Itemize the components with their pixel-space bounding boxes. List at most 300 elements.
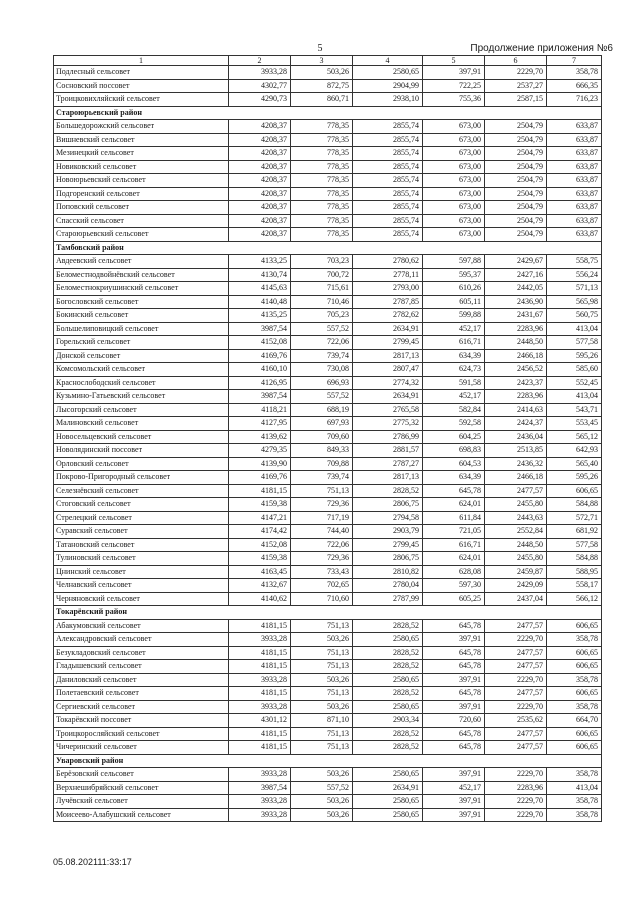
value-cell: 2443,63 — [485, 511, 547, 525]
table-row — [54, 376, 602, 390]
value-cell: 2448,50 — [485, 538, 547, 552]
value-cell: 4208,37 — [229, 228, 291, 242]
value-cell: 413,04 — [547, 781, 602, 795]
value-cell: 2229,70 — [485, 768, 547, 782]
table-row — [54, 727, 602, 741]
value-cell: 2799,45 — [353, 336, 423, 350]
value-cell: 2828,52 — [353, 484, 423, 498]
value-cell: 610,26 — [423, 282, 485, 296]
value-cell: 2537,27 — [485, 79, 547, 93]
value-cell: 397,91 — [423, 633, 485, 647]
value-cell: 633,87 — [547, 133, 602, 147]
value-cell: 606,65 — [547, 660, 602, 674]
settlement-name: Лысогорский сельсовет — [54, 403, 229, 417]
table-row — [54, 633, 602, 647]
district-name: Токарёвский район — [54, 606, 602, 620]
value-cell: 2504,79 — [485, 133, 547, 147]
value-cell: 2477,57 — [485, 727, 547, 741]
value-cell: 715,61 — [291, 282, 353, 296]
value-cell: 633,87 — [547, 120, 602, 134]
value-cell: 2535,62 — [485, 714, 547, 728]
value-cell: 2780,04 — [353, 579, 423, 593]
value-cell: 2504,79 — [485, 214, 547, 228]
value-cell: 2466,18 — [485, 471, 547, 485]
value-cell: 4127,95 — [229, 417, 291, 431]
settlement-name: Авдеевский сельсовет — [54, 255, 229, 269]
value-cell: 4126,95 — [229, 376, 291, 390]
value-cell: 2580,65 — [353, 66, 423, 80]
table-row — [54, 120, 602, 134]
table-row — [54, 201, 602, 215]
value-cell: 2229,70 — [485, 633, 547, 647]
table-row — [54, 579, 602, 593]
value-cell: 452,17 — [423, 390, 485, 404]
value-cell: 2774,32 — [353, 376, 423, 390]
value-cell: 2855,74 — [353, 174, 423, 188]
value-cell: 4118,21 — [229, 403, 291, 417]
value-cell: 2580,65 — [353, 633, 423, 647]
value-cell: 4181,15 — [229, 687, 291, 701]
settlement-name: Суравский сельсовет — [54, 525, 229, 539]
settlement-name: Цнинский сельсовет — [54, 565, 229, 579]
value-cell: 557,52 — [291, 390, 353, 404]
value-cell: 4208,37 — [229, 160, 291, 174]
value-cell: 4140,48 — [229, 295, 291, 309]
value-cell: 2855,74 — [353, 160, 423, 174]
value-cell: 628,08 — [423, 565, 485, 579]
value-cell: 452,17 — [423, 781, 485, 795]
value-cell: 611,84 — [423, 511, 485, 525]
value-cell: 2283,96 — [485, 390, 547, 404]
settlement-name: Моисеево-Алабушский сельсовет — [54, 808, 229, 822]
table-row — [54, 795, 602, 809]
value-cell: 2881,57 — [353, 444, 423, 458]
settlement-name: Беломестнокриушинский сельсовет — [54, 282, 229, 296]
value-cell: 4139,90 — [229, 457, 291, 471]
value-cell: 558,17 — [547, 579, 602, 593]
value-cell: 2817,13 — [353, 349, 423, 363]
value-cell: 2456,52 — [485, 363, 547, 377]
value-cell: 605,25 — [423, 592, 485, 606]
value-cell: 358,78 — [547, 795, 602, 809]
value-cell: 871,10 — [291, 714, 353, 728]
value-cell: 3933,28 — [229, 768, 291, 782]
table-row — [54, 133, 602, 147]
value-cell: 4169,76 — [229, 349, 291, 363]
value-cell: 606,65 — [547, 727, 602, 741]
settlement-name: Кузьмино-Гатьевский сельсовет — [54, 390, 229, 404]
table-row — [54, 808, 602, 822]
value-cell: 722,06 — [291, 336, 353, 350]
page-number: 5 — [317, 43, 323, 54]
value-cell: 2436,32 — [485, 457, 547, 471]
table-row — [54, 174, 602, 188]
value-cell: 2806,75 — [353, 552, 423, 566]
value-cell: 552,45 — [547, 376, 602, 390]
value-cell: 2786,99 — [353, 430, 423, 444]
value-cell: 2437,04 — [485, 592, 547, 606]
value-cell: 681,92 — [547, 525, 602, 539]
value-cell: 2477,57 — [485, 687, 547, 701]
value-cell: 4139,62 — [229, 430, 291, 444]
settlement-name: Сергиевский сельсовет — [54, 700, 229, 714]
table-row — [54, 498, 602, 512]
value-cell: 633,87 — [547, 160, 602, 174]
value-cell: 606,65 — [547, 646, 602, 660]
settlement-name: Татановский сельсовет — [54, 538, 229, 552]
value-cell: 778,35 — [291, 228, 353, 242]
column-header: 4 — [353, 56, 423, 66]
settlement-name: Троицкоросляйский сельсовет — [54, 727, 229, 741]
value-cell: 3987,54 — [229, 390, 291, 404]
value-cell: 2903,79 — [353, 525, 423, 539]
value-cell: 739,74 — [291, 471, 353, 485]
appendix-note: Продолжение приложения №6 — [470, 43, 613, 54]
value-cell: 778,35 — [291, 147, 353, 161]
value-cell: 2427,16 — [485, 268, 547, 282]
column-header: 5 — [423, 56, 485, 66]
value-cell: 2477,57 — [485, 646, 547, 660]
table-row — [54, 457, 602, 471]
value-cell: 566,12 — [547, 592, 602, 606]
table-row — [54, 187, 602, 201]
value-cell: 503,26 — [291, 795, 353, 809]
value-cell: 4135,25 — [229, 309, 291, 323]
value-cell: 673,00 — [423, 133, 485, 147]
value-cell: 2903,34 — [353, 714, 423, 728]
value-cell: 624,01 — [423, 552, 485, 566]
value-cell: 2504,79 — [485, 228, 547, 242]
value-cell: 4130,74 — [229, 268, 291, 282]
value-cell: 705,23 — [291, 309, 353, 323]
table-row — [54, 781, 602, 795]
value-cell: 730,08 — [291, 363, 353, 377]
table-row — [54, 214, 602, 228]
value-cell: 452,17 — [423, 322, 485, 336]
table-row — [54, 552, 602, 566]
value-cell: 872,75 — [291, 79, 353, 93]
value-cell: 358,78 — [547, 673, 602, 687]
settlement-name: Спасский сельсовет — [54, 214, 229, 228]
value-cell: 710,46 — [291, 295, 353, 309]
value-cell: 4159,38 — [229, 552, 291, 566]
value-cell: 2806,75 — [353, 498, 423, 512]
table-row — [54, 228, 602, 242]
district-header-row — [54, 754, 602, 768]
value-cell: 605,11 — [423, 295, 485, 309]
table-row — [54, 430, 602, 444]
table-row — [54, 484, 602, 498]
value-cell: 2424,37 — [485, 417, 547, 431]
value-cell: 2799,45 — [353, 538, 423, 552]
value-cell: 2855,74 — [353, 133, 423, 147]
value-cell: 2455,80 — [485, 498, 547, 512]
column-header: 1 — [54, 56, 229, 66]
value-cell: 4208,37 — [229, 201, 291, 215]
value-cell: 2938,10 — [353, 93, 423, 107]
settlement-name: Челнавский сельсовет — [54, 579, 229, 593]
value-cell: 553,45 — [547, 417, 602, 431]
value-cell: 2634,91 — [353, 322, 423, 336]
table-row — [54, 619, 602, 633]
table-row — [54, 160, 602, 174]
district-name: Тамбовский район — [54, 241, 602, 255]
value-cell: 595,37 — [423, 268, 485, 282]
table-row — [54, 768, 602, 782]
table-row — [54, 349, 602, 363]
value-cell: 2855,74 — [353, 201, 423, 215]
value-cell: 673,00 — [423, 201, 485, 215]
value-cell: 2793,00 — [353, 282, 423, 296]
value-cell: 4152,08 — [229, 336, 291, 350]
table-row — [54, 309, 602, 323]
value-cell: 2787,27 — [353, 457, 423, 471]
value-cell: 673,00 — [423, 214, 485, 228]
value-cell: 645,78 — [423, 646, 485, 660]
value-cell: 397,91 — [423, 66, 485, 80]
value-cell: 2782,62 — [353, 309, 423, 323]
value-cell: 3987,54 — [229, 322, 291, 336]
district-name: Староюрьевский район — [54, 106, 602, 120]
value-cell: 2828,52 — [353, 619, 423, 633]
value-cell: 2855,74 — [353, 147, 423, 161]
table-row — [54, 255, 602, 269]
value-cell: 556,24 — [547, 268, 602, 282]
value-cell: 4132,67 — [229, 579, 291, 593]
value-cell: 2634,91 — [353, 781, 423, 795]
value-cell: 413,04 — [547, 390, 602, 404]
value-cell: 2810,82 — [353, 565, 423, 579]
value-cell: 3933,28 — [229, 700, 291, 714]
value-cell: 2828,52 — [353, 646, 423, 660]
table-row — [54, 714, 602, 728]
value-cell: 3933,28 — [229, 633, 291, 647]
value-cell: 3933,28 — [229, 673, 291, 687]
value-cell: 4174,42 — [229, 525, 291, 539]
value-cell: 2778,11 — [353, 268, 423, 282]
value-cell: 565,98 — [547, 295, 602, 309]
table-row — [54, 390, 602, 404]
value-cell: 2477,57 — [485, 660, 547, 674]
table-row — [54, 592, 602, 606]
column-header: 6 — [485, 56, 547, 66]
settlement-name: Краснослободский сельсовет — [54, 376, 229, 390]
value-cell: 2283,96 — [485, 322, 547, 336]
value-cell: 4208,37 — [229, 174, 291, 188]
value-cell: 2904,99 — [353, 79, 423, 93]
settlement-name: Безукладовский сельсовет — [54, 646, 229, 660]
value-cell: 4140,62 — [229, 592, 291, 606]
district-name: Уваровский район — [54, 754, 602, 768]
value-cell: 2787,85 — [353, 295, 423, 309]
district-header-row — [54, 106, 602, 120]
value-cell: 584,88 — [547, 498, 602, 512]
value-cell: 2787,99 — [353, 592, 423, 606]
value-cell: 703,23 — [291, 255, 353, 269]
settlement-name: Черняновский сельсовет — [54, 592, 229, 606]
value-cell: 503,26 — [291, 633, 353, 647]
value-cell: 2828,52 — [353, 687, 423, 701]
table-body — [54, 66, 602, 822]
value-cell: 595,26 — [547, 349, 602, 363]
value-cell: 778,35 — [291, 174, 353, 188]
value-cell: 4208,37 — [229, 120, 291, 134]
settlement-name: Комсомольский сельсовет — [54, 363, 229, 377]
district-header-row — [54, 606, 602, 620]
settlement-name: Стоговский сельсовет — [54, 498, 229, 512]
value-cell: 2229,70 — [485, 795, 547, 809]
value-cell: 633,87 — [547, 174, 602, 188]
settlement-name: Малиновский сельсовет — [54, 417, 229, 431]
value-cell: 2775,32 — [353, 417, 423, 431]
value-cell: 709,60 — [291, 430, 353, 444]
value-cell: 4290,73 — [229, 93, 291, 107]
value-cell: 702,65 — [291, 579, 353, 593]
value-cell: 2580,65 — [353, 795, 423, 809]
column-number-row — [54, 56, 602, 66]
value-cell: 778,35 — [291, 201, 353, 215]
table-row — [54, 417, 602, 431]
value-cell: 2504,79 — [485, 120, 547, 134]
value-cell: 4181,15 — [229, 660, 291, 674]
value-cell: 358,78 — [547, 768, 602, 782]
value-cell: 721,05 — [423, 525, 485, 539]
value-cell: 778,35 — [291, 120, 353, 134]
value-cell: 633,87 — [547, 201, 602, 215]
table-row — [54, 79, 602, 93]
value-cell: 2459,87 — [485, 565, 547, 579]
table-row — [54, 363, 602, 377]
value-cell: 584,88 — [547, 552, 602, 566]
value-cell: 2229,70 — [485, 66, 547, 80]
value-cell: 3933,28 — [229, 66, 291, 80]
value-cell: 664,70 — [547, 714, 602, 728]
settlement-name: Донской сельсовет — [54, 349, 229, 363]
value-cell: 2855,74 — [353, 187, 423, 201]
value-cell: 751,13 — [291, 727, 353, 741]
settlement-name: Новолядинский поссовет — [54, 444, 229, 458]
value-cell: 720,60 — [423, 714, 485, 728]
table-row — [54, 687, 602, 701]
value-cell: 616,71 — [423, 336, 485, 350]
value-cell: 585,60 — [547, 363, 602, 377]
table-row — [54, 646, 602, 660]
settlement-name: Мезинецкий сельсовет — [54, 147, 229, 161]
settlement-name: Троицковихляйский сельсовет — [54, 93, 229, 107]
value-cell: 582,84 — [423, 403, 485, 417]
value-cell: 606,65 — [547, 484, 602, 498]
value-cell: 2855,74 — [353, 120, 423, 134]
value-cell: 645,78 — [423, 660, 485, 674]
value-cell: 778,35 — [291, 133, 353, 147]
value-cell: 751,13 — [291, 484, 353, 498]
value-cell: 2431,67 — [485, 309, 547, 323]
value-cell: 673,00 — [423, 187, 485, 201]
settlement-name: Подгоренский сельсовет — [54, 187, 229, 201]
value-cell: 710,60 — [291, 592, 353, 606]
settlement-name: Селезнёвский сельсовет — [54, 484, 229, 498]
value-cell: 3933,28 — [229, 808, 291, 822]
value-cell: 733,43 — [291, 565, 353, 579]
value-cell: 4169,76 — [229, 471, 291, 485]
value-cell: 558,75 — [547, 255, 602, 269]
value-cell: 751,13 — [291, 660, 353, 674]
value-cell: 698,83 — [423, 444, 485, 458]
value-cell: 633,87 — [547, 187, 602, 201]
value-cell: 2229,70 — [485, 808, 547, 822]
settlement-name: Новоюрьевский сельсовет — [54, 174, 229, 188]
value-cell: 633,87 — [547, 228, 602, 242]
value-cell: 2504,79 — [485, 201, 547, 215]
value-cell: 560,75 — [547, 309, 602, 323]
value-cell: 606,65 — [547, 687, 602, 701]
settlement-name: Полетаевский сельсовет — [54, 687, 229, 701]
value-cell: 645,78 — [423, 687, 485, 701]
value-cell: 557,52 — [291, 322, 353, 336]
settlement-name: Стрелецкий сельсовет — [54, 511, 229, 525]
value-cell: 2283,96 — [485, 781, 547, 795]
value-cell: 2504,79 — [485, 174, 547, 188]
table-row — [54, 471, 602, 485]
value-cell: 633,87 — [547, 214, 602, 228]
value-cell: 2504,79 — [485, 147, 547, 161]
value-cell: 606,65 — [547, 619, 602, 633]
value-cell: 717,19 — [291, 511, 353, 525]
table-row — [54, 565, 602, 579]
value-cell: 4145,63 — [229, 282, 291, 296]
value-cell: 4181,15 — [229, 646, 291, 660]
settlement-name: Покрово-Пригородный сельсовет — [54, 471, 229, 485]
value-cell: 2229,70 — [485, 700, 547, 714]
value-cell: 2477,57 — [485, 484, 547, 498]
value-cell: 599,88 — [423, 309, 485, 323]
value-cell: 697,93 — [291, 417, 353, 431]
data-table — [53, 55, 602, 822]
value-cell: 2436,04 — [485, 430, 547, 444]
settlement-name: Абакумовский сельсовет — [54, 619, 229, 633]
value-cell: 397,91 — [423, 673, 485, 687]
table-row — [54, 403, 602, 417]
column-header: 7 — [547, 56, 602, 66]
value-cell: 604,25 — [423, 430, 485, 444]
value-cell: 4302,77 — [229, 79, 291, 93]
value-cell: 751,13 — [291, 619, 353, 633]
value-cell: 700,72 — [291, 268, 353, 282]
value-cell: 645,78 — [423, 727, 485, 741]
table-row — [54, 336, 602, 350]
value-cell: 2780,62 — [353, 255, 423, 269]
value-cell: 634,39 — [423, 471, 485, 485]
value-cell: 572,71 — [547, 511, 602, 525]
value-cell: 624,01 — [423, 498, 485, 512]
value-cell: 4133,25 — [229, 255, 291, 269]
value-cell: 849,33 — [291, 444, 353, 458]
value-cell: 2442,05 — [485, 282, 547, 296]
value-cell: 673,00 — [423, 174, 485, 188]
value-cell: 588,95 — [547, 565, 602, 579]
value-cell: 4181,15 — [229, 619, 291, 633]
table-row — [54, 66, 602, 80]
value-cell: 729,36 — [291, 498, 353, 512]
value-cell: 860,71 — [291, 93, 353, 107]
settlement-name: Бокинский сельсовет — [54, 309, 229, 323]
table-row — [54, 511, 602, 525]
value-cell: 2448,50 — [485, 336, 547, 350]
value-cell: 2436,90 — [485, 295, 547, 309]
value-cell: 744,40 — [291, 525, 353, 539]
value-cell: 2477,57 — [485, 741, 547, 755]
value-cell: 2504,79 — [485, 187, 547, 201]
